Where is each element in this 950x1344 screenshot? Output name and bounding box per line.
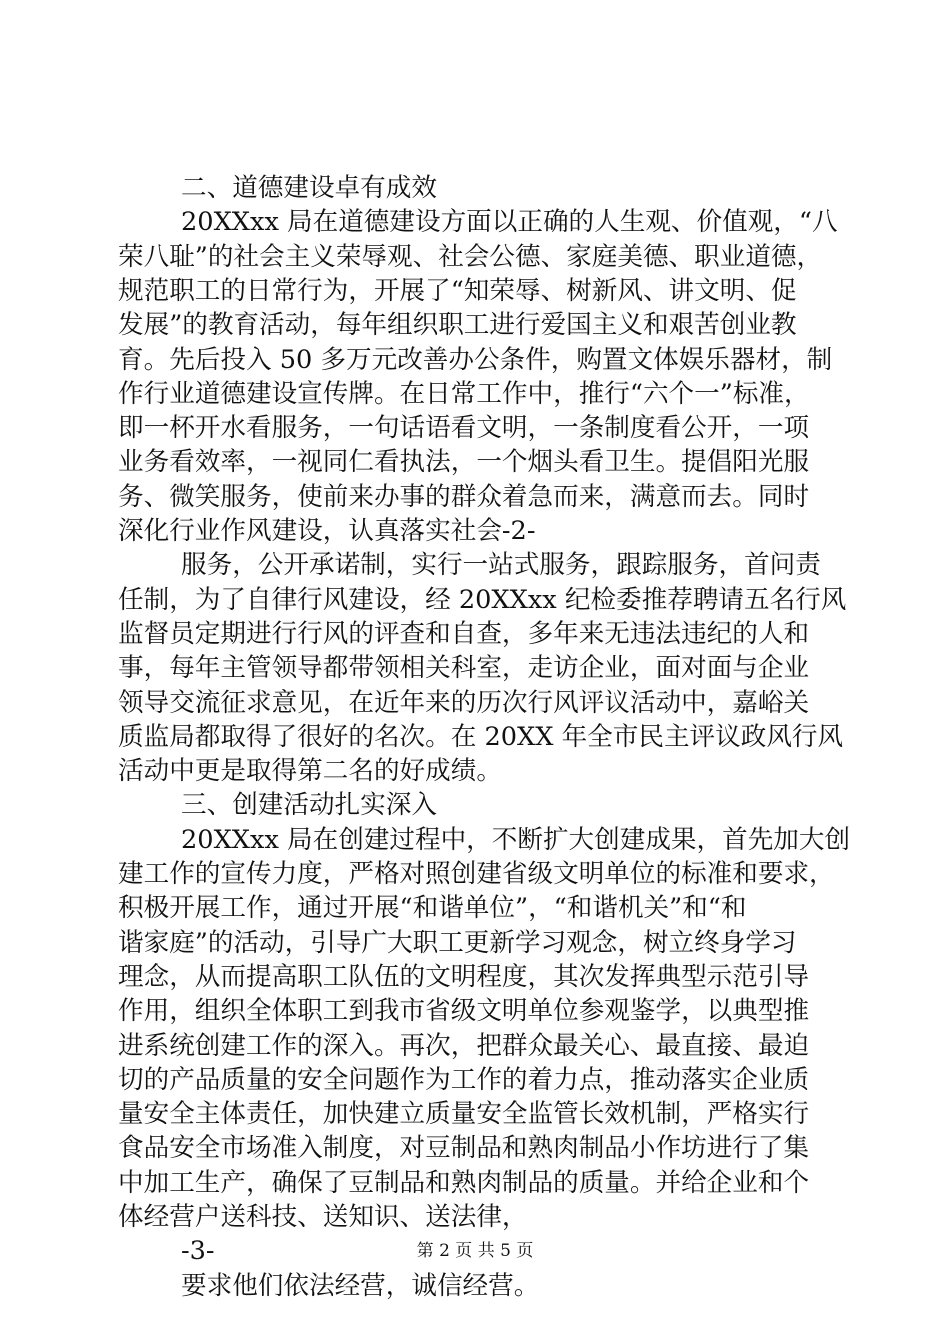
paragraph-line: 量安全主体责任，加快建立质量安全监管长效机制，严格实行 (118, 1099, 810, 1129)
paragraph-line: 积极开展工作，通过开展“和谐单位”，“和谐机关”和“和 (118, 893, 747, 923)
paragraph-line: 20XXxx 局在道德建设方面以正确的人生观、价值观，“八 (181, 207, 838, 237)
paragraph-line: 20XXxx 局在创建过程中，不断扩大创建成果，首先加大创 (181, 825, 851, 855)
paragraph-line: 切的产品质量的安全问题作为工作的着力点，推动落实企业质 (118, 1065, 810, 1095)
paragraph-line: 体经营户送科技、送知识、送法律， (118, 1202, 528, 1232)
paragraph-line: 深化行业作风建设，认真落实社会-2- (118, 516, 536, 546)
paragraph-line: 质监局都取得了很好的名次。在 20XX 年全市民主评议政风行风 (118, 722, 844, 752)
inline-page-marker: -3- (181, 1236, 215, 1266)
paragraph-line: 监督员定期进行行风的评查和自查，多年来无违法违纪的人和 (118, 619, 810, 649)
paragraph-line: 任制，为了自律行风建设，经 20XXxx 纪检委推荐聘请五名行风 (118, 585, 847, 615)
paragraph-line: 要求他们依法经营，诚信经营。 (181, 1271, 540, 1301)
paragraph-line: 发展”的教育活动，每年组织职工进行爱国主义和艰苦创业教 (118, 310, 797, 340)
paragraph-line: 服务，公开承诺制，实行一站式服务，跟踪服务，首问责 (181, 550, 821, 580)
paragraph-line: 活动中更是取得第二名的好成绩。 (118, 756, 502, 786)
paragraph-line: 荣八耻”的社会主义荣辱观、社会公德、家庭美德、职业道德， (118, 242, 823, 272)
paragraph-line: 建工作的宣传力度，严格对照创建省级文明单位的标准和要求， (118, 859, 835, 889)
paragraph-line: 理念，从而提高职工队伍的文明程度，其次发挥典型示范引导 (118, 962, 810, 992)
paragraph-line: 食品安全市场准入制度，对豆制品和熟肉制品小作坊进行了集 (118, 1133, 810, 1163)
paragraph-line: 中加工生产，确保了豆制品和熟肉制品的质量。并给企业和个 (118, 1168, 810, 1198)
page-footer: 第 2 页 共 5 页 (416, 1241, 534, 1261)
paragraph-line: 即一杯开水看服务，一句话语看文明，一条制度看公开，一项 (118, 413, 810, 443)
paragraph-line: 务、微笑服务，使前来办事的群众着急而来，满意而去。同时 (118, 482, 810, 512)
paragraph-line: 谐家庭”的活动，引导广大职工更新学习观念，树立终身学习 (118, 928, 797, 958)
paragraph-line: 进系统创建工作的深入。再次，把群众最关心、最直接、最迫 (118, 1031, 810, 1061)
paragraph-line: 事，每年主管领导都带领相关科室，走访企业，面对面与企业 (118, 653, 810, 683)
paragraph-line: 领导交流征求意见，在近年来的历次行风评议活动中，嘉峪关 (118, 688, 810, 718)
paragraph-line: 作行业道德建设宣传牌。在日常工作中，推行“六个一”标准， (118, 379, 810, 409)
paragraph-line: 作用，组织全体职工到我市省级文明单位参观鉴学，以典型推 (118, 996, 810, 1026)
paragraph-line: 育。先后投入 50 多万元改善办公条件，购置文体娱乐器材，制 (118, 345, 833, 375)
paragraph-line: 规范职工的日常行为，开展了“知荣辱、树新风、讲文明、促 (118, 276, 797, 306)
section-heading-creation: 三、创建活动扎实深入 (181, 790, 437, 820)
section-heading-moral: 二、道德建设卓有成效 (181, 173, 437, 203)
paragraph-line: 业务看效率，一视同仁看执法，一个烟头看卫生。提倡阳光服 (118, 447, 810, 477)
